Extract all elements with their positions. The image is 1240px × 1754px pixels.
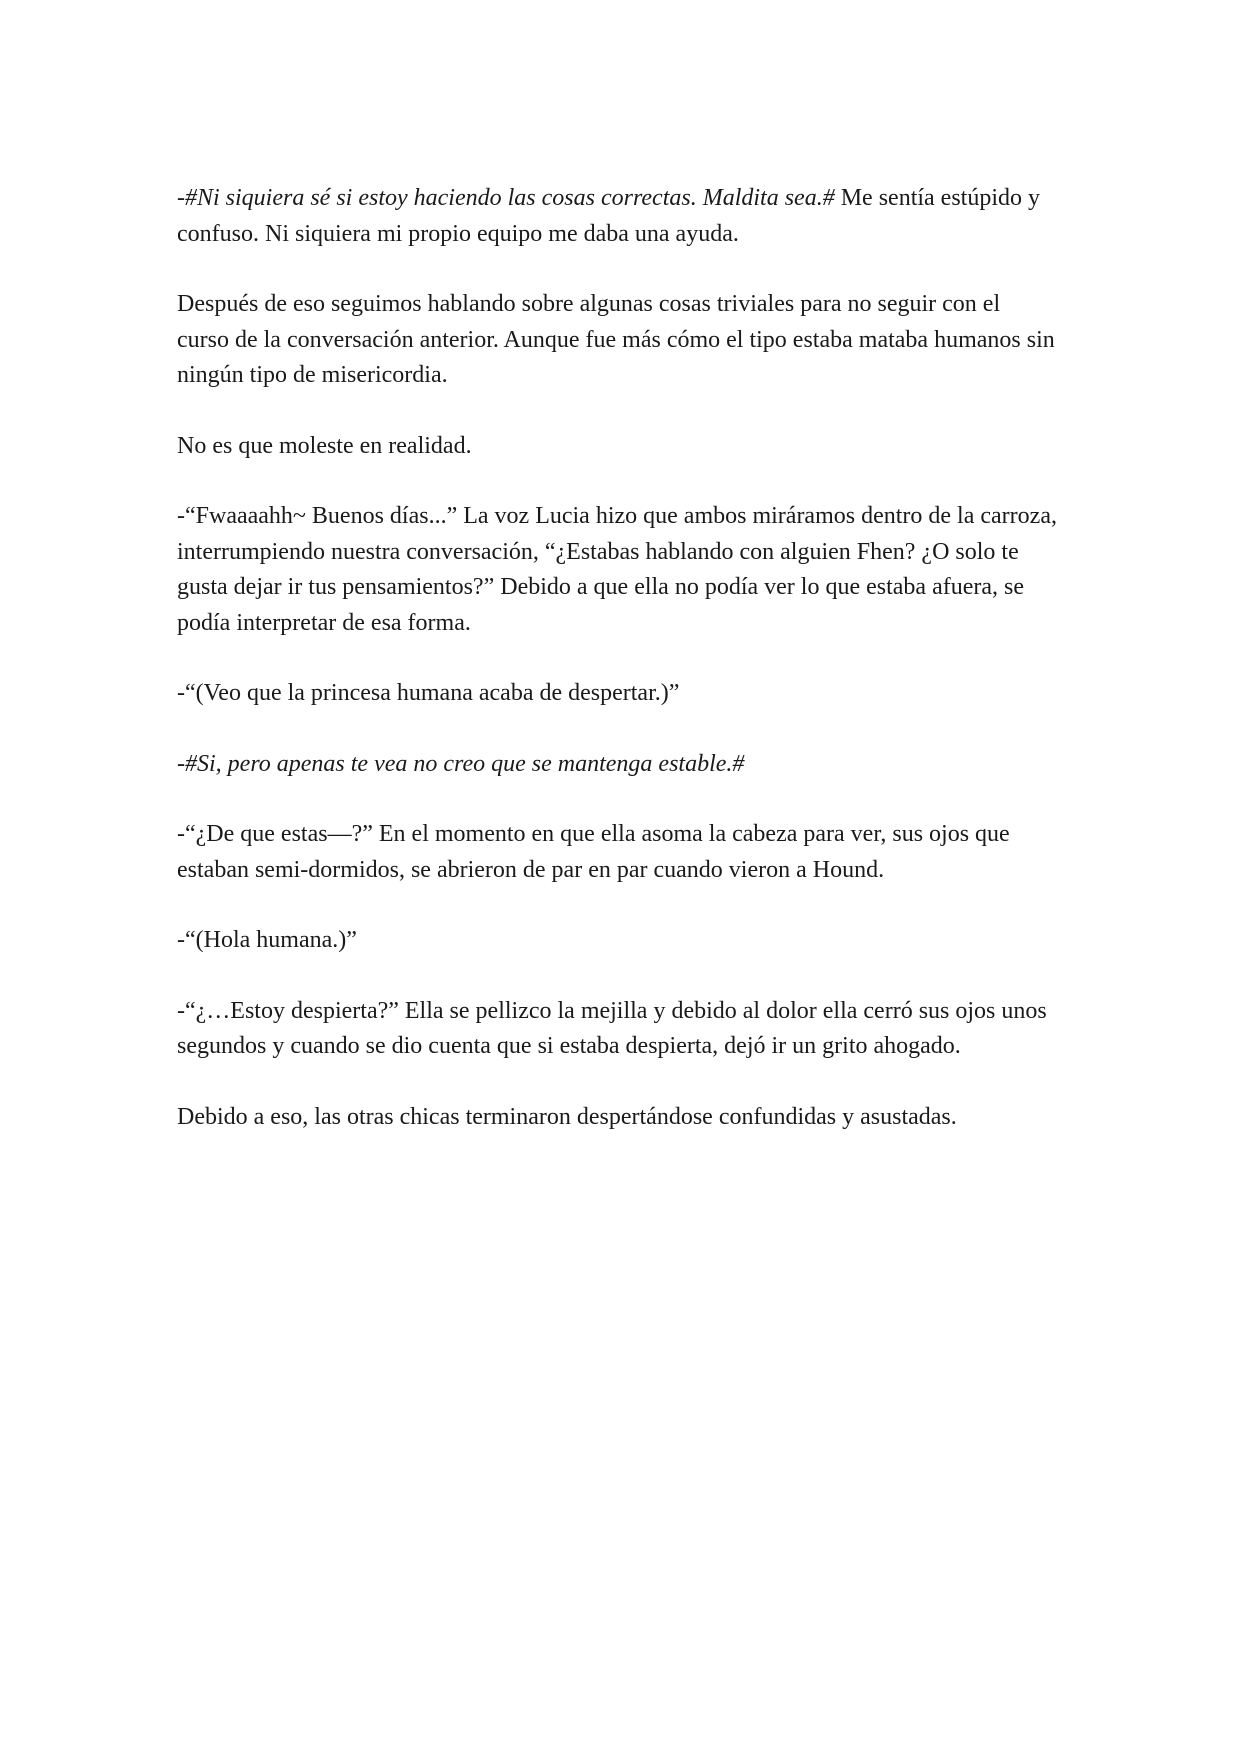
paragraph-text: Me sentía estúpido y confuso. Ni siquiera mi propio equipo me daba una ayuda. [177,185,1041,247]
paragraph-1 [177,181,1057,252]
paragraph-2 [177,287,1057,394]
paragraph-text: -“Fwaaaahh~ Buenos días...” La voz Lucia hizo que ambos miráramos dentro de la carroza, interrumpiendo nuestra conversación, “¿Estabas hablando con alguien Fhen? ¿O solo te gusta dejar ir tus pensamientos?” Debido a que ella no podía ver lo que estaba afuera, se podía interpretar de esa forma. [177,503,1057,636]
paragraph-3 [177,429,1057,465]
document-body [177,181,1057,1170]
paragraph-6 [177,747,1057,783]
inner-thought-text: -#Ni siquiera sé si estoy haciendo las cosas correctas. Maldita sea.# [177,185,835,211]
paragraph-9 [177,994,1057,1065]
paragraph-4 [177,499,1057,641]
paragraph-text: -“¿De que estas—?” En el momento en que ella asoma la cabeza para ver, sus ojos que estaban semi-dormidos, se abrieron de par en par cuando vieron a Hound. [177,821,1010,883]
paragraph-5 [177,676,1057,712]
paragraph-text: No es que moleste en realidad. [177,432,472,459]
inner-thought-text: -#Si, pero apenas te vea no creo que se mantenga estable.# [177,750,745,777]
paragraph-text: -“¿…Estoy despierta?” Ella se pellizco la mejilla y debido al dolor ella cerró sus ojos unos segundos y cuando se dio cuenta que si estaba despierta, dejó ir un grito ahogado. [177,997,1047,1059]
paragraph-8 [177,923,1057,959]
paragraph-text: -“(Veo que la princesa humana acaba de despertar.)” [177,680,680,706]
paragraph-7 [177,817,1057,888]
paragraph-text: Después de eso seguimos hablando sobre algunas cosas triviales para no seguir con el curso de la conversación anterior. Aunque fue más cómo el tipo estaba mataba humanos sin ningún tipo de misericordia. [177,291,1055,388]
paragraph-text: -“(Hola humana.)” [177,927,357,953]
paragraph-text: Debido a eso, las otras chicas terminaron despertándose confundidas y asustadas. [177,1103,957,1130]
paragraph-10 [177,1100,1057,1136]
